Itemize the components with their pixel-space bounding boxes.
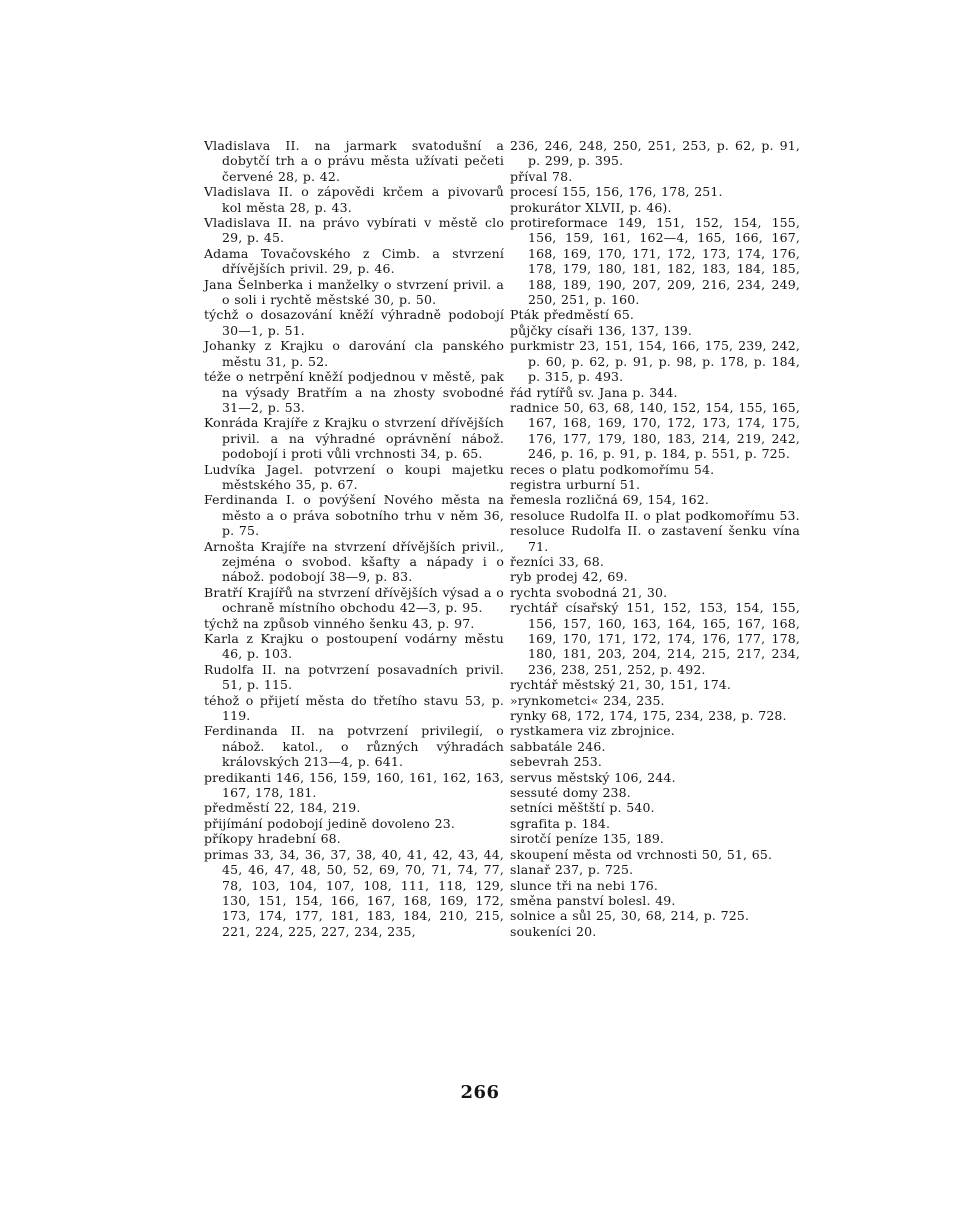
index-entry: setníci měštští p. 540. xyxy=(510,800,655,816)
index-entry: skoupení města od vrchnosti 50, 51, 65. xyxy=(510,846,773,862)
index-entry: rychtář městský 21, 30, 151, 174. xyxy=(510,677,732,693)
index-entry: soukeníci 20. xyxy=(510,923,597,939)
index-entry: příkopy hradební 68. xyxy=(204,831,341,847)
index-entry: »rynkometci« 234, 235. xyxy=(510,692,665,708)
page-number: 266 xyxy=(460,1082,500,1103)
index-entry: rychtář císařský 151, 152, 153, 154, 155, 156, 157, 160, 163, 164, 165, 167, 168, 169, 170, 171, 172, 174, 176, 177, 178, 180, 181, 203, 204, 214, 215, 217, 234, 236, 238, 251, 252, p. 492. xyxy=(510,600,800,677)
index-entry: primas 33, 34, 36, 37, 38, 40, 41, 42, 43, 44, 45, 46, 47, 48, 50, 52, 69, 70, 71, 74, 77, 78, 103, 104, 107, 108, 111, 118, 129, 130, 151, 154, 166, 167, 168, 169, 172, 173, 174, 177, 181, 183, 184, 210, 215, 221, 224, 225, 227, 234, 235, xyxy=(204,846,504,939)
index-entry: řemesla rozličná 69, 154, 162. xyxy=(510,492,710,508)
index-entry: téže o netrpění kněží podjednou v městě, pak na výsady Bratřím a na zhosty svobodné 31—2, p. 53. xyxy=(204,369,504,415)
index-entry: týchž na způsob vinného šenku 43, p. 97. xyxy=(204,615,475,631)
index-entry: sirotčí peníze 135, 189. xyxy=(510,831,665,847)
index-entry: Ludvíka Jagel. potvrzení o koupi majetku městského 35, p. 67. xyxy=(204,461,504,492)
index-entry: Vladislava II. na jarmark svatodušní a dobytčí trh a o právu města užívati pečeti červené 28, p. 42. xyxy=(204,138,504,184)
index-entry: řezníci 33, 68. xyxy=(510,553,604,569)
index-entry: reces o platu podkomořímu 54. xyxy=(510,461,715,477)
index-entry: servus městský 106, 244. xyxy=(510,769,676,785)
index-entry: registra urburní 51. xyxy=(510,476,641,492)
index-entry: příval 78. xyxy=(510,168,573,184)
index-entry: Arnošta Krajíře na stvrzení dřívějších privil., zejména o svobod. kšafty a nápady i o nábož. podobojí 38—9, p. 83. xyxy=(204,538,504,585)
index-entry: Konráda Krajíře z Krajku o stvrzení dřívějších privil. a na výhradné oprávnění nábož. podobojí i proti vůli vrchnosti 34, p. 65. xyxy=(204,415,504,462)
index-entry: sebevrah 253. xyxy=(510,754,603,770)
index-entry: sabbatále 246. xyxy=(510,738,606,754)
index-entry: Ferdinanda I. o povýšení Nového města na město a o práva sobotního trhu v něm 36, p. 75. xyxy=(204,492,504,539)
index-entry: Vladislava II. o zápovědi krčem a pivovarů kol města 28, p. 43. xyxy=(204,184,504,215)
index-entry: předměstí 22, 184, 219. xyxy=(204,800,361,816)
index-entry: sgrafita p. 184. xyxy=(510,815,611,831)
index-entry: téhož o přijetí města do třetího stavu 53, p. 119. xyxy=(204,692,504,724)
index-entry: resoluce Rudolfa II. o plat podkomořímu 53. xyxy=(510,507,800,523)
index-entry: ryb prodej 42, 69. xyxy=(510,569,628,585)
index-entry: predikanti 146, 156, 159, 160, 161, 162, 163, 167, 178, 181. xyxy=(204,769,504,801)
index-entry: přijímání podobojí jedině dovoleno 23. xyxy=(204,815,455,831)
index-entry: rychta svobodná 21, 30. xyxy=(510,584,668,600)
index-entry: půjčky císaři 136, 137, 139. xyxy=(510,322,692,338)
index-entry: slunce tři na nebi 176. xyxy=(510,877,659,893)
index-entry: rystkamera viz zbrojnice. xyxy=(510,723,675,739)
index-entry: procesí 155, 156, 176, 178, 251. xyxy=(510,184,723,200)
index-entry: solnice a sůl 25, 30, 68, 214, p. 725. xyxy=(510,908,750,924)
index-column-right xyxy=(510,138,800,939)
index-entry: protireformace 149, 151, 152, 154, 155, 156, 159, 161, 162—4, 165, 166, 167, 168, 169, 170, 171, 172, 173, 174, 176, 178, 179, 180, 181, 182, 183, 184, 185, 188, 189, 190, 207, 209, 216, 234, 249, 250, 251, p. 160. xyxy=(510,215,800,308)
index-entry: purkmistr 23, 151, 154, 166, 175, 239, 242, p. 60, p. 62, p. 91, p. 98, p. 178, p. 184, p. 315, p. 493. xyxy=(510,338,800,385)
index-entry: slanař 237, p. 725. xyxy=(510,862,634,878)
index-entry: resoluce Rudolfa II. o zastavení šenku vína 71. xyxy=(510,523,800,554)
index-entry: Pták předměstí 65. xyxy=(510,307,635,323)
index-entry: Rudolfa II. na potvrzení posavadních privil. 51, p. 115. xyxy=(204,661,504,693)
index-entry: Karla z Krajku o postoupení vodárny městu 46, p. 103. xyxy=(204,631,504,662)
index-entry: Vladislava II. na právo vybírati v městě clo 29, p. 45. xyxy=(204,215,504,246)
index-entry: řád rytířů sv. Jana p. 344. xyxy=(510,384,678,400)
index-entry: sessuté domy 238. xyxy=(510,785,631,801)
index-entry: týchž o dosazování kněží výhradně podobojí 30—1, p. 51. xyxy=(204,307,504,338)
index-entry: Ferdinanda II. na potvrzení privilegií, o nábož. katol., o různých výhradách královských 213—4, p. 641. xyxy=(204,723,504,770)
index-entry: Adama Tovačovského z Cimb. a stvrzení dřívějších privil. 29, p. 46. xyxy=(204,245,504,277)
index-entry: směna panství bolesl. 49. xyxy=(510,892,676,908)
index-entry: Bratří Krajířů na stvrzení dřívějších výsad a o ochraně místního obchodu 42—3, p. 95. xyxy=(204,584,504,616)
index-entry: Johanky z Krajku o darování cla panského městu 31, p. 52. xyxy=(204,338,504,369)
index-column-left xyxy=(204,138,504,939)
index-entry: radnice 50, 63, 68, 140, 152, 154, 155, 165, 167, 168, 169, 170, 172, 173, 174, 175, 176, 177, 179, 180, 183, 214, 219, 242, 246, p. 16, p. 91, p. 184, p. 551, p. 725. xyxy=(510,399,800,462)
index-entry: 236, 246, 248, 250, 251, 253, p. 62, p. 91, p. 299, p. 395. xyxy=(510,138,800,169)
index-entry: rynky 68, 172, 174, 175, 234, 238, p. 728. xyxy=(510,708,787,724)
index-entry: prokurátor XLVII, p. 46). xyxy=(510,199,672,215)
index-entry: Jana Šelnberka i manželky o stvrzení privil. a o soli i rychtě městské 30, p. 50. xyxy=(204,276,504,308)
